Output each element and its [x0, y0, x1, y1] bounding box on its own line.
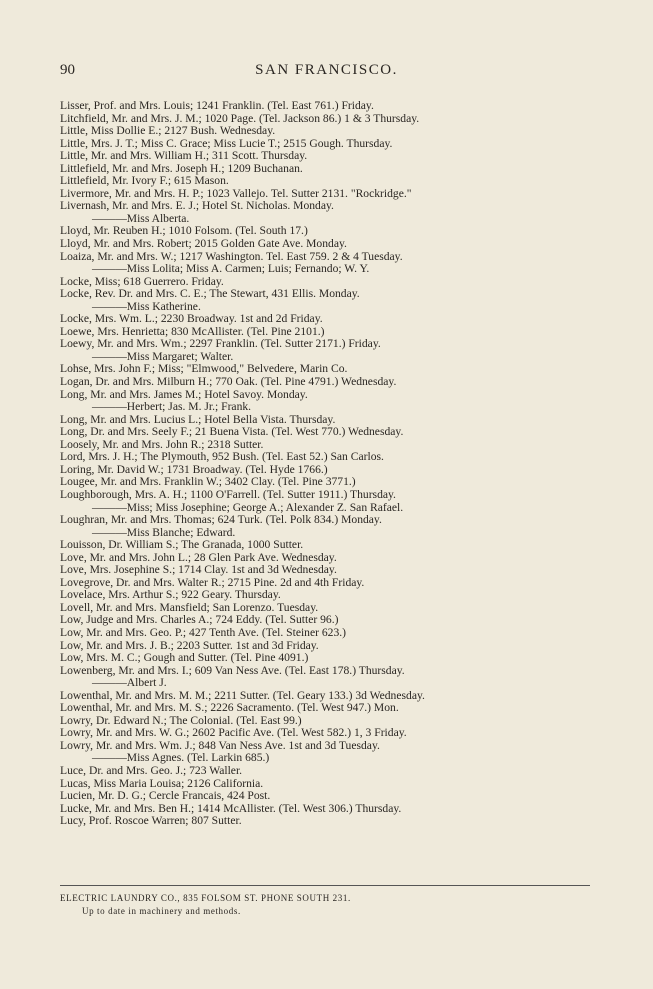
page-header: [0, 62, 653, 84]
directory-entry: Lowry, Dr. Edward N.; The Colonial. (Tel. East 99.): [60, 714, 302, 727]
directory-entry: Low, Mr. and Mrs. J. B.; 2203 Sutter. 1st and 3d Friday.: [60, 639, 319, 652]
directory-entry: Locke, Miss; 618 Guerrero. Friday.: [60, 275, 224, 288]
directory-entry: Lovelace, Mrs. Arthur S.; 922 Geary. Thursday.: [60, 589, 281, 602]
directory-entry: Love, Mrs. Josephine S.; 1714 Clay. 1st and 3d Wednesday.: [60, 564, 337, 577]
directory-entry: Low, Mr. and Mrs. Geo. P.; 427 Tenth Ave. (Tel. Steiner 623.): [60, 626, 347, 639]
directory-entry: Loosely, Mr. and Mrs. John R.; 2318 Sutter.: [60, 438, 264, 451]
directory-entry-continuation: ———Miss Lolita; Miss A. Carmen; Luis; Fernando; W. Y.: [92, 263, 370, 276]
directory-entry: Lucien, Mr. D. G.; Cercle Francais, 424 Post.: [60, 790, 271, 803]
directory-entry: Little, Mrs. J. T.; Miss C. Grace; Miss Lucie T.; 2515 Gough. Thursday.: [60, 137, 393, 150]
advertisement-footer: [60, 885, 590, 918]
directory-entry: Littlefield, Mr. and Mrs. Joseph H.; 1209 Buchanan.: [60, 162, 303, 175]
directory-entry: Luce, Dr. and Mrs. Geo. J.; 723 Waller.: [60, 764, 243, 777]
directory-entry: Long, Mr. and Mrs. James M.; Hotel Savoy. Monday.: [60, 388, 308, 401]
directory-entry: Livermore, Mr. and Mrs. H. P.; 1023 Vallejo. Tel. Sutter 2131. "Rockridge.": [60, 187, 412, 200]
directory-entry: Louisson, Dr. William S.; The Granada, 1000 Sutter.: [60, 539, 304, 552]
directory-entry-continuation: ———Miss; Miss Josephine; George A.; Alexander Z. San Rafael.: [92, 501, 404, 514]
directory-entry: Lisser, Prof. and Mrs. Louis; 1241 Franklin. (Tel. East 761.) Friday.: [60, 100, 374, 112]
directory-entry-continuation: ———Miss Blanche; Edward.: [92, 526, 236, 539]
directory-entry-continuation: ———Miss Katherine.: [92, 300, 201, 313]
directory-entry: Loaiza, Mr. and Mrs. W.; 1217 Washington. Tel. East 759. 2 & 4 Tuesday.: [60, 250, 403, 263]
directory-entry: Lougee, Mr. and Mrs. Franklin W.; 3402 Clay. (Tel. Pine 3771.): [60, 476, 356, 489]
directory-entry: Livernash, Mr. and Mrs. E. J.; Hotel St. Nicholas. Monday.: [60, 200, 334, 213]
footer-slogan: Up to date in machinery and methods.: [82, 906, 241, 916]
directory-entries: [60, 100, 590, 828]
directory-entry: Loring, Mr. David W.; 1731 Broadway. (Tel. Hyde 1766.): [60, 463, 328, 476]
directory-entry: Long, Mr. and Mrs. Lucius L.; Hotel Bella Vista. Thursday.: [60, 413, 336, 426]
directory-entry-continuation: ———Miss Agnes. (Tel. Larkin 685.): [92, 752, 270, 765]
directory-entry: Lowenthal, Mr. and Mrs. M. S.; 2226 Sacramento. (Tel. West 947.) Mon.: [60, 702, 399, 715]
directory-entry: Low, Mrs. M. C.; Gough and Sutter. (Tel. Pine 4091.): [60, 652, 309, 665]
directory-entry-continuation: ———Miss Alberta.: [92, 212, 190, 225]
directory-entry: Lucas, Miss Maria Louisa; 2126 California.: [60, 777, 264, 790]
directory-entry: Lovell, Mr. and Mrs. Mansfield; San Lorenzo. Tuesday.: [60, 601, 319, 614]
directory-entry: Little, Miss Dollie E.; 2127 Bush. Wednesday.: [60, 125, 276, 138]
directory-entry: Lowenthal, Mr. and Mrs. M. M.; 2211 Sutter. (Tel. Geary 133.) 3d Wednesday.: [60, 689, 425, 702]
directory-entry: Loewe, Mrs. Henrietta; 830 McAllister. (Tel. Pine 2101.): [60, 325, 325, 338]
directory-entry: Little, Mr. and Mrs. William H.; 311 Scott. Thursday.: [60, 150, 308, 163]
directory-entry: Lowry, Mr. and Mrs. W. G.; 2602 Pacific Ave. (Tel. West 582.) 1, 3 Friday.: [60, 727, 407, 740]
directory-entry: Locke, Mrs. Wm. L.; 2230 Broadway. 1st and 2d Friday.: [60, 313, 323, 326]
directory-entry: Litchfield, Mr. and Mrs. J. M.; 1020 Page. (Tel. Jackson 86.) 1 & 3 Thursday.: [60, 112, 420, 125]
footer-advertiser: ELECTRIC LAUNDRY CO., 835 FOLSOM ST. PHONE SOUTH 231.: [60, 893, 351, 903]
directory-entry: Lloyd, Mr. Reuben H.; 1010 Folsom. (Tel. South 17.): [60, 225, 308, 238]
directory-entry: Loewy, Mr. and Mrs. Wm.; 2297 Franklin. (Tel. Sutter 2171.) Friday.: [60, 338, 381, 351]
directory-entry-continuation: ———Miss Margaret; Walter.: [92, 350, 234, 363]
directory-entry: Logan, Dr. and Mrs. Milburn H.; 770 Oak. (Tel. Pine 4791.) Wednesday.: [60, 376, 397, 389]
directory-entry: Locke, Rev. Dr. and Mrs. C. E.; The Stewart, 431 Ellis. Monday.: [60, 288, 360, 301]
directory-entry: Lloyd, Mr. and Mrs. Robert; 2015 Golden Gate Ave. Monday.: [60, 238, 347, 251]
directory-entry: Lowenberg, Mr. and Mrs. I.; 609 Van Ness Ave. (Tel. East 178.) Thursday.: [60, 664, 405, 677]
directory-entry: Lovegrove, Dr. and Mrs. Walter R.; 2715 Pine. 2d and 4th Friday.: [60, 576, 365, 589]
directory-entry: Loughborough, Mrs. A. H.; 1100 O'Farrell. (Tel. Sutter 1911.) Thursday.: [60, 488, 396, 501]
directory-entry: Lucke, Mr. and Mrs. Ben H.; 1414 McAllister. (Tel. West 306.) Thursday.: [60, 802, 402, 815]
page-number: 90: [60, 62, 75, 78]
directory-entry: Low, Judge and Mrs. Charles A.; 724 Eddy. (Tel. Sutter 96.): [60, 614, 339, 627]
directory-entry: Lucy, Prof. Roscoe Warren; 807 Sutter.: [60, 815, 242, 828]
directory-entry: Long, Dr. and Mrs. Seely F.; 21 Buena Vista. (Tel. West 770.) Wednesday.: [60, 426, 404, 439]
running-title: SAN FRANCISCO.: [255, 62, 398, 78]
directory-entry: Lord, Mrs. J. H.; The Plymouth, 952 Bush. (Tel. East 52.) San Carlos.: [60, 451, 384, 464]
directory-entry: Love, Mr. and Mrs. John L.; 28 Glen Park Ave. Wednesday.: [60, 551, 337, 564]
directory-entry: Lohse, Mrs. John F.; Miss; "Elmwood," Belvedere, Marin Co.: [60, 363, 348, 376]
directory-entry: Loughran, Mr. and Mrs. Thomas; 624 Turk. (Tel. Polk 834.) Monday.: [60, 514, 382, 527]
directory-entry-continuation: ———Albert J.: [92, 677, 167, 690]
directory-entry-continuation: ———Herbert; Jas. M. Jr.; Frank.: [92, 401, 252, 414]
directory-entry: Lowry, Mr. and Mrs. Wm. J.; 848 Van Ness Ave. 1st and 3d Tuesday.: [60, 739, 380, 752]
directory-entry: Littlefield, Mr. Ivory F.; 615 Mason.: [60, 175, 229, 188]
